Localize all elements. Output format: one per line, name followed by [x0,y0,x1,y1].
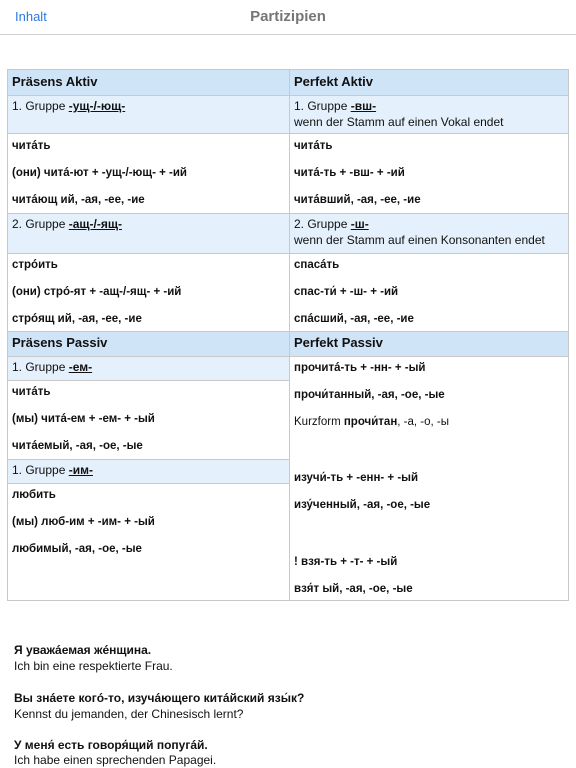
example-line: ! взя-ть + -т- + -ый [294,556,398,568]
row-divider [8,380,289,381]
present-passive-group1: 1. Gruppe -ем- [8,356,289,380]
example-line: (они) стрó-ят + -ащ-/-ящ- + -ий [12,286,182,298]
column-divider [289,70,290,600]
example-line: спас-ти́ + -ш- + -ий [294,286,399,298]
example-line: изучи́-ть + -енн- + -ый [294,472,419,484]
header-present-passive: Präsens Passiv [8,331,289,356]
perfect-active-group2: 2. Gruppe -ш- wenn der Stamm auf einen Konsonanten endet [290,213,568,253]
row-divider [8,253,568,254]
example-line: читáвший, -ая, -ее, -ие [294,194,421,206]
row-divider [8,331,568,332]
present-active-group1: 1. Gruppe -ущ-/-ющ- [8,95,289,133]
example-line: читáть [12,386,51,398]
example-line: читáть [12,140,51,152]
row-divider [8,213,568,214]
example-line: любить [12,489,56,501]
row-divider [8,95,568,96]
row-divider [8,459,289,460]
example-line: читáемый, -ая, -ое, -ые [12,440,143,452]
example-line: прочитá-ть + -нн- + -ый [294,362,426,374]
participle-table [7,69,569,601]
example-line: взя́т ый, -ая, -ое, -ые [294,583,413,595]
example-line: (мы) люб-им + -им- + -ый [12,516,155,528]
example-de-3: Ich habe einen sprechenden Papagei. [14,753,217,767]
row-divider [8,356,568,357]
example-line: стрóящ ий, -ая, -ее, -ие [12,313,142,325]
example-ru-1: Я уважáемая жéнщина. [14,643,152,657]
example-de-2: Kennst du jemanden, der Chinesisch lernt? [14,707,244,721]
example-ru-2: Вы знáете когó-то, изучáющего китáйский язы́к? [14,691,305,705]
example-line: прочи́танный, -ая, -ое, -ые [294,389,445,401]
example-line: читáющ ий, -ая, -ее, -ие [12,194,145,206]
example-line: (они) читá-ют + -ущ-/-ющ- + -ий [12,167,187,179]
present-active-group2: 2. Gruppe -ащ-/-ящ- [8,213,289,253]
example-ru-3: У меня́ есть говоря́щий попугáй. [14,738,208,752]
example-line: спáсший, -ая, -ее, -ие [294,313,414,325]
row-divider [8,133,568,134]
page-title: Partizipien [250,8,326,25]
example-line: любимый, -ая, -ое, -ые [12,543,142,555]
example-line: читá-ть + -вш- + -ий [294,167,405,179]
example-de-1: Ich bin eine respektierte Frau. [14,659,173,673]
example-line: спасáть [294,259,340,271]
header-perfect-passive: Perfekt Passiv [290,331,568,356]
row-divider [8,483,289,484]
present-passive-group2: 1. Gruppe -им- [8,459,289,483]
header-perfect-active: Perfekt Aktiv [290,70,568,95]
example-line: Kurzform прочи́тан, -а, -о, -ы [294,416,449,428]
back-button[interactable]: Inhalt [15,9,47,24]
navigation-bar [0,0,576,35]
example-line: читáть [294,140,333,152]
header-present-active: Präsens Aktiv [8,70,289,95]
example-line: изу́ченный, -ая, -ое, -ые [294,499,431,511]
example-line: стрóить [12,259,58,271]
perfect-active-group1: 1. Gruppe -вш- wenn der Stamm auf einen Vokal endet [290,95,568,133]
example-line: (мы) читá-ем + -ем- + -ый [12,413,155,425]
